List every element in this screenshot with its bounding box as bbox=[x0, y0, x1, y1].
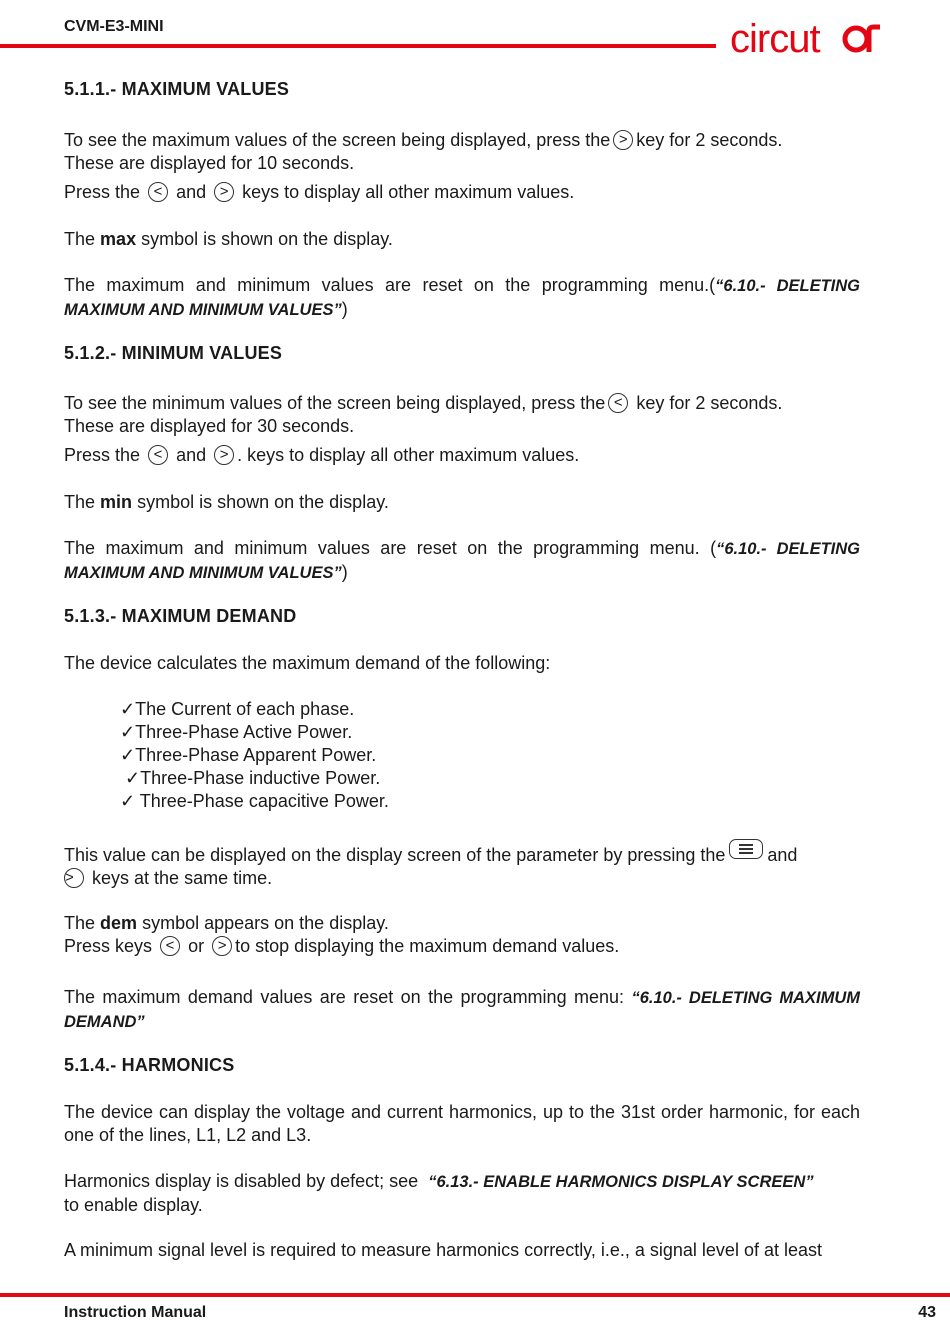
footer-rule bbox=[0, 1293, 950, 1297]
page-number: 43 bbox=[918, 1304, 936, 1321]
paragraph-demand-intro: The device calculates the maximum demand of the following: bbox=[64, 653, 551, 673]
left-arrow-key-icon: < bbox=[160, 936, 180, 956]
right-arrow-key-icon: > bbox=[214, 182, 234, 202]
right-arrow-key-icon: > bbox=[613, 130, 633, 150]
paragraph-demand-reset: The maximum demand values are reset on the programming menu: “6.10.- DELETING MAXIMUM DEMAND” bbox=[64, 987, 860, 1031]
cross-reference: “6.10.- DELETING MAXIMUM AND MINIMUM VALUES” bbox=[64, 540, 860, 582]
paragraph-max-symbol: The max symbol is shown on the display. bbox=[64, 229, 393, 249]
svg-text:circut: circut bbox=[730, 17, 820, 61]
section-heading-harmonics: 5.1.4.- HARMONICS bbox=[64, 1055, 235, 1075]
section-heading-maximum-demand: 5.1.3.- MAXIMUM DEMAND bbox=[64, 606, 297, 626]
menu-key-icon bbox=[729, 839, 763, 859]
page-header-title: CVM-E3-MINI bbox=[64, 18, 164, 35]
right-arrow-key-icon: > bbox=[214, 445, 234, 465]
list-item: ✓Three-Phase Apparent Power. bbox=[120, 745, 377, 765]
left-arrow-key-icon: < bbox=[148, 182, 168, 202]
paragraph-min-press: To see the minimum values of the screen being displayed, press the < key for 2 seconds. These are displayed for 30 seconds. bbox=[64, 393, 783, 436]
footer-manual-label: Instruction Manual bbox=[64, 1304, 207, 1321]
paragraph-min-symbol: The min symbol is shown on the display. bbox=[64, 492, 389, 512]
section-heading-minimum-values: 5.1.2.- MINIMUM VALUES bbox=[64, 343, 283, 363]
header-rule bbox=[0, 44, 716, 48]
cross-reference: “6.10.- DELETING MAXIMUM DEMAND” bbox=[64, 989, 860, 1031]
paragraph-demand-display: This value can be displayed on the display screen of the parameter by pressing the and > keys at the same time. bbox=[64, 839, 860, 890]
circutor-logo bbox=[728, 14, 888, 62]
paragraph-harmonics-lines: The device can display the voltage and current harmonics, up to the 31st order harmonic, for each one of the lines, L1, L2 and L3. bbox=[64, 1102, 860, 1145]
section-heading-maximum-values: 5.1.1.- MAXIMUM VALUES bbox=[64, 79, 290, 99]
paragraph-demand-symbol: The dem symbol appears on the display. Press keys < or > to stop displaying the maximum demand values. bbox=[64, 913, 620, 956]
paragraph-harmonics-enable: Harmonics display is disabled by defect; see “6.13.- ENABLE HARMONICS DISPLAY SCREEN” to enable display. bbox=[64, 1171, 814, 1215]
cross-reference: “6.10.- DELETING MAXIMUM AND MINIMUM VALUES” bbox=[64, 277, 860, 319]
cross-reference: “6.13.- ENABLE HARMONICS DISPLAY SCREEN” bbox=[428, 1173, 814, 1191]
left-arrow-key-icon: < bbox=[148, 445, 168, 465]
list-item: ✓The Current of each phase. bbox=[120, 699, 355, 719]
paragraph-max-press: To see the maximum values of the screen being displayed, press the > key for 2 seconds. These are displayed for 10 seconds. bbox=[64, 130, 783, 173]
paragraph-min-navigate: Press the < and > . keys to display all other maximum values. bbox=[64, 445, 580, 465]
list-item: ✓Three-Phase Active Power. bbox=[120, 722, 353, 742]
list-item: ✓ Three-Phase capacitive Power. bbox=[120, 791, 389, 811]
demand-checklist bbox=[120, 698, 389, 813]
paragraph-max-navigate: Press the < and > keys to display all other maximum values. bbox=[64, 182, 575, 202]
list-item: ✓Three-Phase inductive Power. bbox=[120, 768, 381, 788]
paragraph-harmonics-signal: A minimum signal level is required to measure harmonics correctly, i.e., a signal level of at least bbox=[64, 1240, 822, 1260]
paragraph-max-reset: The maximum and minimum values are reset on the programming menu.(“6.10.- DELETING MAXIMUM AND MINIMUM VALUES”) bbox=[64, 275, 860, 319]
right-arrow-key-icon: > bbox=[64, 868, 84, 888]
right-arrow-key-icon: > bbox=[212, 936, 232, 956]
left-arrow-key-icon: < bbox=[608, 393, 628, 413]
paragraph-min-reset: The maximum and minimum values are reset on the programming menu. (“6.10.- DELETING MAXIMUM AND MINIMUM VALUES”) bbox=[64, 538, 860, 582]
